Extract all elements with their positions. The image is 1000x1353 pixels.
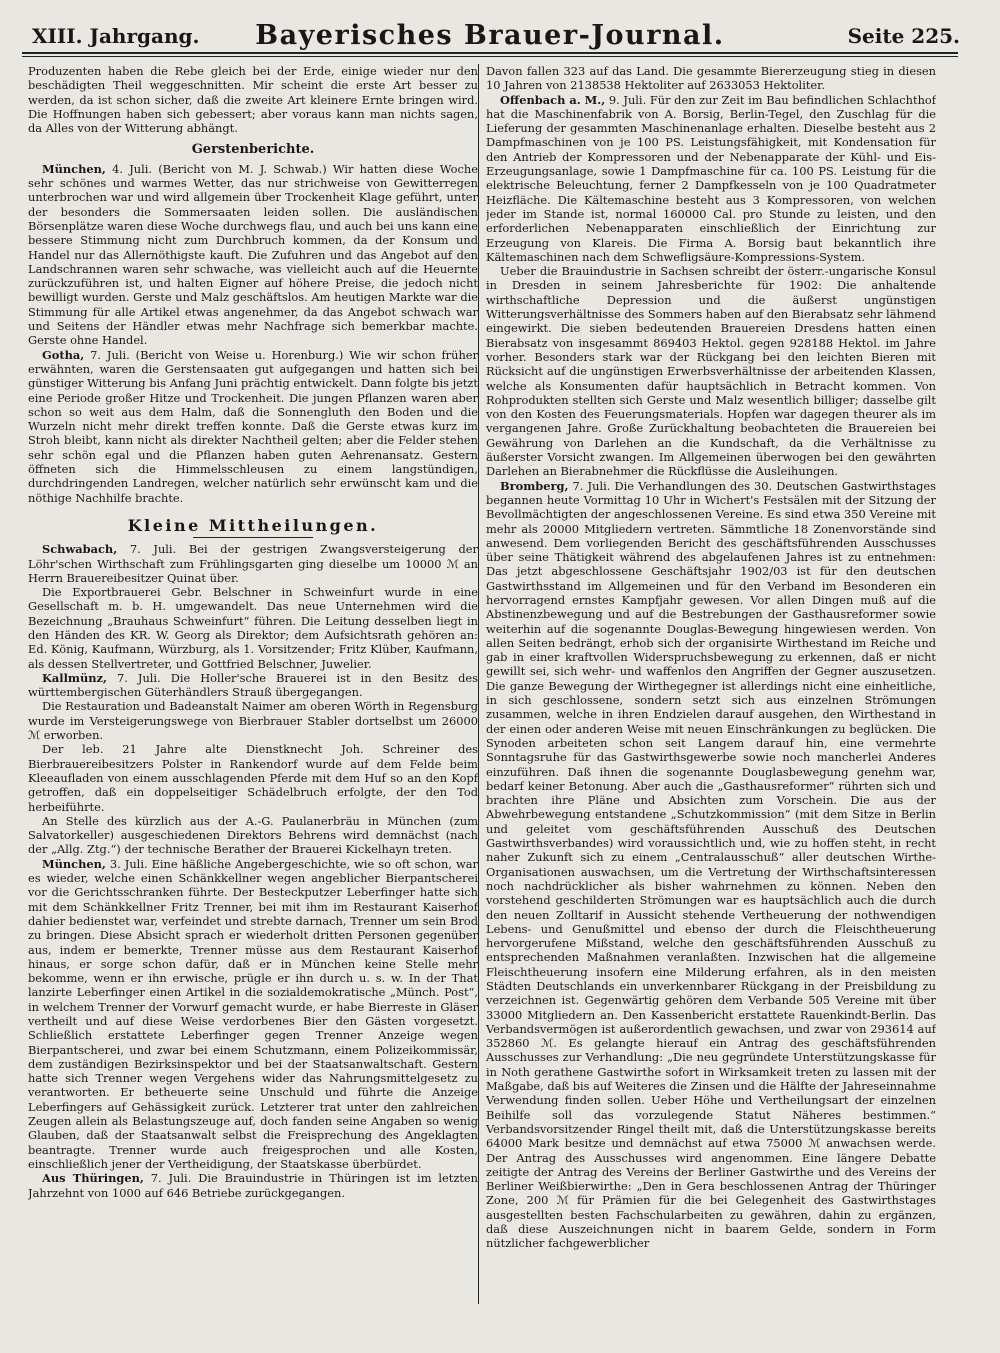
article-text: 7. Juli. Die Verhandlungen des 30. Deutschen Gastwirthstages begannen heute Vormittag 10 Uhr in Wichert's Festsälen mit der Sitzung der Bevollmächtigten der angeschlossenen Vereine. Es sind etwa 350 Vereine mit mehr als 20000 Mitgliedern vertreten. Sämmtliche 18 Zonenvorstände sind anwesend. Dem vorliegenden Bericht des geschäftsführenden Ausschusses über seine Thätigkeit während des abgelaufenen Jahres ist zu entnehmen: Das jetzt abgeschlossene Geschäftsjahr 1902/03 ist für den deutschen Gastwirthsstand im Allgemeinen und für den Verband im Besonderen ein hervorragend ernstes Kampfjahr gewesen. Vor allen Dingen muß auf die Abstinenzbewegung und auf die Bestrebungen der Gasthausreformer sowie weiterhin auf die sogenannte Douglas-Bewegung hingewiesen werden. Von allen Seiten bedrängt, erhob sich der organisirte Wirthestand im Reiche und gab in einer kraftvollen Widerspruchsbewegung zu erkennen, daß er nicht gewillt sei, sich wehr- und waffenlos den Angriffen der Gegner auszusetzen. Die ganze Bewegung der Wirthegegner ist allerdings nicht eine einheitliche, in sich geschlossene, sondern setzt sich aus einzelnen Strömungen zusammen, welche in ihren Endzielen darauf ausgehen, den Wirthestand in der einen oder anderen Weise mit neuen Einschränkungen zu beglücken. Die Synoden arbeiteten schon seit Langem darauf hin, eine vermehrte Sonntagsruhe für das Gastwirthsgewerbe sowie noch mancherlei Anderes einzuführen. Daß ihnen die sogenannte Douglasbewegung genehm war, bedarf keiner Betonung. Aber auch die „Gasthausreformer“ rührten sich und brachten ihre Pläne und Absichten zum Vorschein. Die aus der Abwehrbewegung entstandene „Schutzkommission“ (mit dem Sitze in Berlin und geleitet vom geschäftsführenden Ausschuß des Deutschen Gastwirthsverbandes) wird voraussichtlich und, wie zu hoffen steht, in recht naher Zukunft sich zu einem „Centralausschuß“ aller deutschen Wirthe-Organisationen auswachsen, um die Vertretung der Wirthschaftsinteressen noch nachdrücklicher als bisher wahrnehmen zu können. Neben den vorstehend geschilderten Strömungen war es hauptsächlich auch die durch den neuen Zolltarif in Aussicht stehende Vertheuerung der nothwendigen Lebens- und Genußmittel und ebenso der durch die Fleischtheuerung hervorgerufene Mißstand, welche den geschäftsführenden Ausschuß zu entsprechenden Maßnahmen veranlaßten. Inzwischen hat die allgemeine Fleischtheuerung insofern eine Milderung erfahren, als in den meisten Städten Deutschlands ein unverkennbarer Rückgang in der Preisbildung zu verzeichnen ist. Gegenwärtig gehören dem Verbande 505 Vereine mit über 33000 Mitgliedern an. Den Kassenbericht erstattete Rauenkindt-Berlin. Das Verbandsvermögen ist außerordentlich gewachsen, und zwar von 293614 auf 352860 ℳ. Es gelangte hierauf ein Antrag des geschäftsführenden Ausschusses zur Verhandlung: „Die neu gegründete Unterstützungskasse für in Noth gerathene Gastwirthe sofort in Wirksamkeit treten zu lassen mit der Maßgabe, daß bis auf Weiteres die Zinsen und die Hälfte der Jahreseinnahme Verwendung finden sollen. Ueber Höhe und Vertheilungsart der einzelnen Beihilfe soll das vorzulegende Statut Näheres bestimmen.“ Verbandsvorsitzender Ringel theilt mit, daß die Unterstützungskasse bereits 64000 Mark besitze und demnächst auf etwa 75000 ℳ anwachsen werde. Der Antrag des Ausschusses wird angenommen. Eine längere Debatte zeitigte der Antrag des Vereins der Berliner Gastwirthe und des Vereins der Berliner Weißbierwirthe: „Den in Gera beschlossenen Antrag der Thüringer Zone, 200 ℳ für Prämien für die bei Gelegenheit des Gastwirthstages ausgestellten besten Fachschularbeiten zu gewähren, dahin zu ergänzen, daß diese Auszeichnungen nicht in baarem Gelde, sondern in Form nützlicher fachgewerblicher <box>486 478 936 1251</box>
dateline-place: Gotha, <box>42 347 85 362</box>
section-heading-gerstenberichte: Gerstenberichte. <box>191 142 315 158</box>
article-schwabach <box>28 542 478 585</box>
dateline-place: München, <box>42 856 106 871</box>
page-number: Seite 225. <box>847 24 960 48</box>
article-gotha <box>28 348 478 505</box>
page-header <box>20 18 960 52</box>
article-text: 3. Juli. Eine häßliche Angebergeschichte, wie so oft schon, war es wieder, welche einen Schänkkellner wegen angeblicher Bierpantscherei vor die Gerichtsschranken führte. Der Besteckputzer Leberfinger hatte sich mit dem Schänkkellner Fritz Trenner, bei mit ihm im Restaurant Kaiserhof dahier bedienstet war, verfeindet und strebte darnach, Trenner um sein Brod zu bringen. Diese Absicht sprach er wiederholt dritten Personen gegenüber aus, indem er bemerkte, Trenner müsse aus dem Restaurant Kaiserhof hinaus, er sorge schon dafür, daß er in München keine Stelle mehr bekomme, wenn er ihn erwische, prügle er ihn durch u. s. w. In der That lanzirte Leberfinger einen Artikel in die sozialdemokratische „Münch. Post“, in welchem Trenner der Vorwurf gemacht wurde, er habe Bierreste in Gläser vertheilt und auf diese Weise verdorbenes Bier den Gästen vorgesetzt. Schließlich erstattete Leberfinger gegen Trenner Anzeige wegen Bierpantscherei, und zwar bei einem Schutzmann, einem Polizeikommissär, dem zuständigen Bezirksinspektor und bei der Staatsanwaltschaft. Gestern hatte sich Trenner wegen Vergehens wider das Nahrungsmittelgesetz zu verantworten. Er betheuerte seine Unschuld und führte die Anzeige Leberfingers auf Gehässigkeit zurück. Letzterer trat unter den zahlreichen Zeugen allein als Belastungszeuge auf, doch fanden seine Angaben so wenig Glauben, daß der Staatsanwalt selbst die Freisprechung des Angeklagten beantragte. Trenner wurde auch freigesprochen und alle Kosten, einschließlich jener der Vertheidigung, der Staatskasse überbürdet. <box>28 856 478 1171</box>
article-bromberg <box>486 479 936 1251</box>
paragraph: Davon fallen 323 auf das Land. Die gesammte Biererzeugung stieg in diesen 10 Jahren von 2138538 Hektoliter auf 2633053 Hektoliter. <box>486 64 936 93</box>
dateline-place: Bromberg, <box>500 478 569 493</box>
journal-title: Bayerisches Brauer-Journal. <box>255 20 725 51</box>
header-rule-thin <box>22 56 958 57</box>
article-offenbach <box>486 93 936 265</box>
left-column <box>28 64 478 1302</box>
article-muenchen <box>28 162 478 348</box>
paragraph: Ueber die Brauindustrie in Sachsen schreibt der österr.-ungarische Konsul in Dresden in seinem Jahresberichte für 1902: Die anhaltende wirthschaftliche Depression und die äußerst ungünstigen Witterungsverhältnisse des Sommers haben auf den Bierabsatz sehr lähmend eingewirkt. Die sieben bedeutenden Brauereien Dresdens hatten einen Bierabsatz von insgesammt 869403 Hektol. gegen 928188 Hektol. im Jahre vorher. Besonders stark war der Rückgang bei den leichten Bieren mit Rücksicht auf die ungünstigen Erwerbsverhältnisse der arbeitenden Klassen, welche als Konsumenten dafür hauptsächlich in Betracht kommen. Von Rohprodukten stellten sich Gerste und Malz wesentlich billiger; dasselbe gilt von den Kosten des Feuerungsmaterials. Hopfen war dagegen theurer als im vergangenen Jahre. Große Zurückhaltung beobachteten die Brauereien bei Gewährung von Darlehen an die Kundschaft, da die Verhältnisse zu äußerster Vorsicht zwangen. Im Allgemeinen überwogen bei den gewährten Darlehen an Bierabnehmer die Rückflüsse die Ausleihungen. <box>486 264 936 479</box>
header-rule <box>22 52 958 54</box>
paragraph: Der leb. 21 Jahre alte Dienstknecht Joh. Schreiner des Bierbrauereibesitzers Polster in Rankendorf wurde auf dem Felde beim Kleeaufladen von einem ausschlagenden Pferde mit dem Huf so an den Kopf getroffen, daß ein doppelseitiger Schädelbruch erfolgte, der den Tod herbeiführte. <box>28 742 478 814</box>
article-text: 7. Juli. Die Holler'sche Brauerei ist in den Besitz des württembergischen Güterhändlers Strauß übergegangen. <box>28 670 478 700</box>
article-text: 7. Juli. Bei der gestrigen Zwangsversteigerung der Löhr'schen Wirthschaft zum Frühlingsgarten ging dieselbe um 10000 ℳ an Herrn Brauereibesitzer Quinat über. <box>28 542 478 585</box>
article-text: 4. Juli. (Bericht von M. J. Schwab.) Wir hatten diese Woche sehr schönes und warmes Wetter, das nur strichweise von Gewitterregen unterbrochen war und wird allgemein über Trockenheit Klage geführt, unter der besonders die Sommersaaten leiden sollen. Die ausländischen Börsenplätze waren diese Woche durchwegs flau, und auch bei uns kann eine bessere Stimmung nicht zum Durchbruch kommen, da der Konsum und Handel nur das Allernöthigste kauft. Die Zufuhren und das Angebot auf den Landschrannen waren sehr schwache, was vielleicht auch auf die Heuernte zurückzuführen ist, und halten Eigner auf höhere Preise, die jedoch nicht bewilligt wurden. Gerste und Malz geschäftslos. Am heutigen Markte war die Stimmung für alle Artikel etwas angenehmer, da das Angebot schwach war und Seitens der Händler etwas mehr Nachfrage sich bemerkbar machte. Gerste ohne Handel. <box>28 161 478 348</box>
paragraph: An Stelle des kürzlich aus der A.-G. Paulanerbräu in München (zum Salvatorkeller) ausgeschiedenen Direktors Behrens wird demnächst (nach der „Allg. Ztg.“) der technische Berather der Brauerei Kickelhayn treten. <box>28 813 478 857</box>
dateline-place: Schwabach, <box>42 542 118 557</box>
column-divider <box>478 64 479 1304</box>
dateline-place: Offenbach a. M., <box>500 92 606 107</box>
section-rule <box>193 537 313 538</box>
article-muenchen-2 <box>28 857 478 1172</box>
dateline-place: Kallmünz, <box>42 670 107 685</box>
article-kallmuenz <box>28 671 478 700</box>
paragraph: Die Restauration und Badeanstalt Naimer am oberen Wörth in Regensburg wurde im Versteigerungswege von Bierbrauer Stabler dortselbst um 26000 ℳ erworben. <box>28 699 478 743</box>
article-thueringen <box>28 1171 478 1200</box>
dateline-place: Aus Thüringen, <box>42 1171 144 1186</box>
right-column <box>486 64 936 1302</box>
section-heading-kleine-mittheilungen: Kleine Mittheilungen. <box>127 515 379 535</box>
dateline-place: München, <box>42 161 106 176</box>
paragraph: Produzenten haben die Rebe gleich bei der Erde, einige wieder nur den beschädigten Theil weggeschnitten. Mir scheint die erste Art besser zu werden, da ist schon sicher, daß die zweite Art kleinere Ernte bringen wird. Die Hoffnungen haben sich gebessert; aber voraus kann man nichts sagen, da Alles von der Witterung abhängt. <box>28 64 478 136</box>
paragraph: Die Exportbrauerei Gebr. Belschner in Schweinfurt wurde in eine Gesellschaft m. b. H. umgewandelt. Das neue Unternehmen wird die Bezeichnung „Brauhaus Schweinfurt“ führen. Die Leitung desselben liegt in den Händen des KR. W. Georg als Direktor; dem Aufsichtsrath gehören an: Ed. König, Kaufmann, Würzburg, als 1. Vorsitzender; Fritz Klüber, Kaufmann, als dessen Stellvertreter, und Gottfried Belschner, Juwelier. <box>28 585 478 671</box>
article-text: 7. Juli. (Bericht von Weise u. Horenburg.) Wie wir schon früher erwähnten, waren die Gerstensaaten gut aufgegangen und hatten sich bei günstiger Witterung bis Anfang Juni prächtig entwickelt. Dann folgte bis jetzt eine Periode großer Hitze und Trockenheit. Die jungen Pflanzen waren aber schon so weit aus dem Halm, daß die Sonnengluth den Boden und die Wurzeln nicht mehr direkt treffen konnte. Daß die Gerste etwas kurz im Stroh bleibt, kann nicht als direkter Nachtheil gelten; aber die Felder stehen sehr schön egal und die Pflanzen haben guten Aehrenansatz. Gestern öffneten sich die Himmelsschleusen zu einem langstündigen, durchdringenden Landregen, welcher natürlich sehr erwünscht kam und die nöthige Nachhilfe brachte. <box>28 347 478 505</box>
article-text: 9. Juli. Für den zur Zeit im Bau befindlichen Schlachthof hat die Maschinenfabrik von A. Borsig, Berlin-Tegel, den Zuschlag für die Lieferung der gesammten Maschinenanlage erhalten. Dieselbe besteht aus 2 Dampfmaschinen von je 100 PS. Leistungsfähigkeit, mit Kondensation für den Antrieb der Kompressoren und der Nebenapparate der Kühl- und Eis-Erzeugungsanlage, sowie 1 Dampfmaschine für ca. 100 PS. Leistung für die elektrische Beleuchtung, ferner 2 Dampfkesseln von je 100 Quadratmeter Heizfläche. Die Kältemaschine besteht aus 3 Kompressoren, von welchen jeder im Stande ist, normal 160000 Cal. pro Stunde zu leisten, und den erforderlichen Nebenapparaten einschließlich der Einrichtung zur Erzeugung von Klareis. Die Firma A. Borsig baut bekanntlich ihre Kältemaschinen nach dem Schwefligsäure-Kompressions-System. <box>486 92 936 264</box>
volume-label: XIII. Jahrgang. <box>32 24 200 48</box>
article-text: 7. Juli. Die Brauindustrie in Thüringen ist im letzten Jahrzehnt von 1000 auf 646 Betriebe zurückgegangen. <box>28 1171 478 1200</box>
